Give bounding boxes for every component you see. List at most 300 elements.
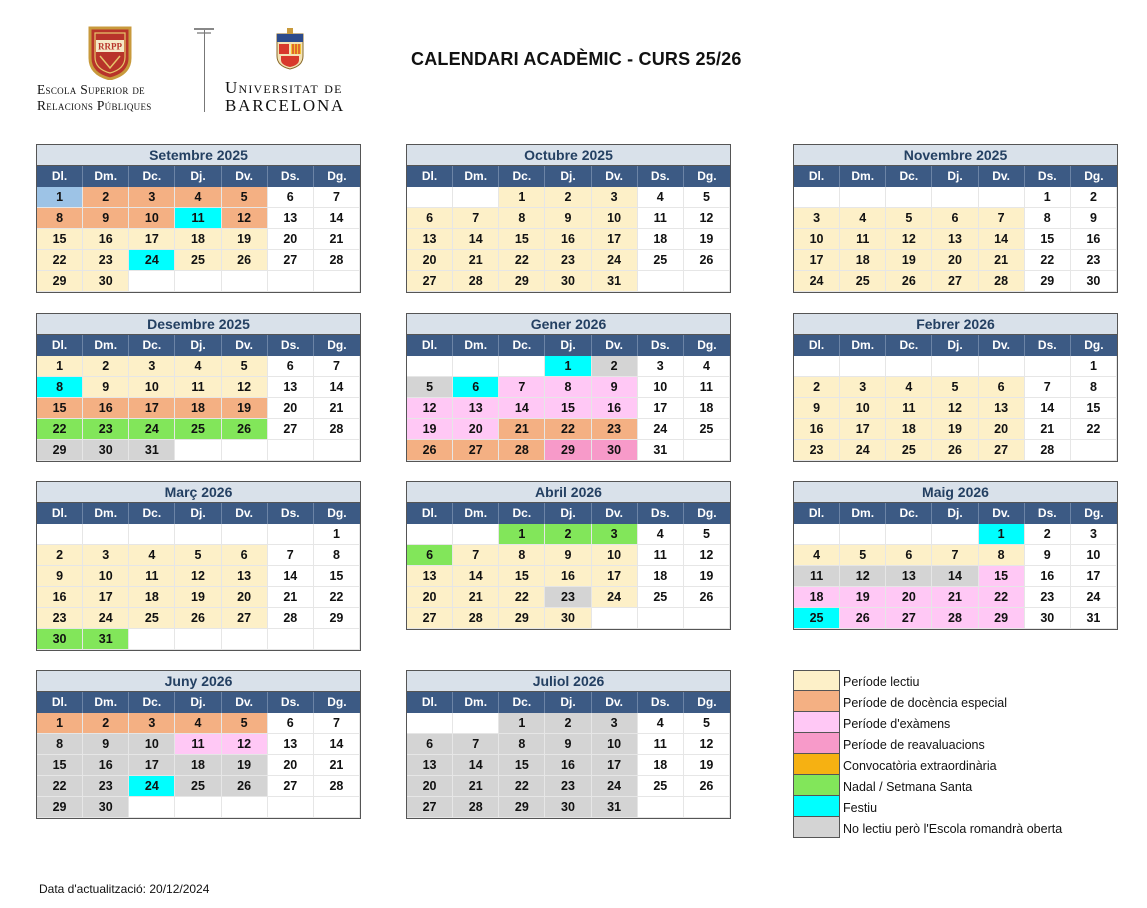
legend [793,670,1093,838]
day-cell: 6 [268,713,314,734]
day-cell: 13 [268,208,314,229]
weekday-label: Dg. [697,338,717,352]
day-cell: 1 [37,713,83,734]
day-cell: 8 [545,377,591,398]
legend-swatch [793,691,840,712]
day-cell: 24 [638,419,684,440]
day-cell: 17 [129,755,175,776]
day-cell: 16 [592,398,638,419]
empty-cell [1025,356,1071,377]
day-cell: 25 [175,419,221,440]
day-cell: 12 [407,398,453,419]
empty-cell [684,608,730,629]
day-cell: 7 [932,545,978,566]
day-cell: 31 [592,797,638,818]
day-cell: 28 [499,440,545,461]
ub-name-line2: BARCELONA [225,96,346,115]
calendar-maig-2026 [793,481,1118,630]
day-cell: 22 [1071,419,1117,440]
empty-cell [268,271,314,292]
day-cell: 27 [932,271,978,292]
weekday-label: Dj. [545,692,591,713]
month-title: Febrer 2026 [794,314,1117,335]
day-cell: 8 [1071,377,1117,398]
day-cell: 27 [407,608,453,629]
day-cell: 15 [499,755,545,776]
empty-cell [638,608,684,629]
weekday-label: Ds. [268,166,314,187]
weekday-header [37,692,360,713]
legend-swatch [793,817,840,838]
day-cell: 15 [499,229,545,250]
empty-cell [222,524,268,545]
empty-cell [407,356,453,377]
day-cell: 9 [83,377,129,398]
day-cell: 4 [175,356,221,377]
day-cell: 26 [886,271,932,292]
day-cell: 20 [268,755,314,776]
day-cell: 18 [840,250,886,271]
day-cell: 19 [684,566,730,587]
legend-swatch [793,796,840,817]
day-cell: 4 [638,524,684,545]
day-cell: 26 [222,250,268,271]
weekday-label: Dv. [222,503,268,524]
legend-label: Convocatòria extraordinària [843,759,997,773]
legend-item-nolectiu [793,817,1093,838]
day-cell: 7 [979,208,1025,229]
day-cell: 5 [684,187,730,208]
empty-cell [794,187,840,208]
day-cell: 11 [175,208,221,229]
day-cell: 27 [268,250,314,271]
day-cell: 3 [638,356,684,377]
calendar-gener-2026 [406,313,731,462]
day-cell: 13 [407,229,453,250]
day-cell: 8 [37,377,83,398]
month-title: Octubre 2025 [407,145,730,166]
day-cell: 13 [407,755,453,776]
weekday-label: Dl. [37,335,83,356]
weekday-label: Dv. [979,335,1025,356]
calendar-juliol-2026 [406,670,731,819]
weekday-label: Dl. [37,503,83,524]
day-cell: 27 [268,419,314,440]
empty-cell [129,524,175,545]
weekday-header [37,335,360,356]
day-cell: 28 [1025,440,1071,461]
day-cell: 1 [979,524,1025,545]
calendar-octubre-2025 [406,144,731,293]
day-cell: 15 [37,755,83,776]
day-cell: 21 [314,755,360,776]
day-cell: 25 [886,440,932,461]
day-cell: 5 [222,187,268,208]
day-cell: 17 [794,250,840,271]
empty-cell [407,524,453,545]
day-cell: 2 [545,524,591,545]
day-cell: 15 [37,229,83,250]
empty-cell [222,271,268,292]
day-cell: 3 [840,377,886,398]
rrpp-crest-icon [84,24,136,80]
day-cell: 10 [83,566,129,587]
empty-cell [1071,440,1117,461]
day-cell: 13 [268,377,314,398]
day-cell: 24 [129,419,175,440]
weekday-label: Dj. [175,166,221,187]
day-cell: 1 [1025,187,1071,208]
day-cell: 29 [545,440,591,461]
empty-cell [886,524,932,545]
day-cell: 28 [453,271,499,292]
legend-swatch [793,670,840,691]
day-cell: 25 [175,776,221,797]
day-cell: 2 [592,356,638,377]
day-cell: 1 [37,356,83,377]
day-cell: 16 [545,755,591,776]
weekday-label: Dc. [499,335,545,356]
day-cell: 12 [684,545,730,566]
legend-item-examens [793,712,1093,733]
day-cell: 4 [175,713,221,734]
day-cell: 11 [638,208,684,229]
weekday-label: Dm. [83,503,129,524]
day-cell: 10 [129,734,175,755]
ub-crest-icon [274,28,306,70]
day-cell: 25 [638,776,684,797]
weekday-label: Dc. [129,692,175,713]
calendar-desembre-2025 [36,313,361,462]
empty-cell [932,187,978,208]
empty-cell [684,440,730,461]
day-grid [407,187,730,292]
rrpp-crest-text: RRPP [98,41,122,52]
empty-cell [840,356,886,377]
day-cell: 19 [684,229,730,250]
day-cell: 21 [932,587,978,608]
weekday-label: Ds. [1025,166,1071,187]
day-grid [407,356,730,461]
day-cell: 4 [638,713,684,734]
day-cell: 29 [37,271,83,292]
day-cell: 17 [129,398,175,419]
day-cell: 7 [268,545,314,566]
day-cell: 14 [1025,398,1071,419]
day-cell: 23 [545,776,591,797]
day-cell: 23 [794,440,840,461]
empty-cell [840,187,886,208]
day-cell: 2 [1071,187,1117,208]
legend-item-docencia [793,691,1093,712]
day-cell: 23 [83,776,129,797]
day-cell: 29 [499,797,545,818]
day-cell: 11 [886,398,932,419]
day-cell: 27 [407,797,453,818]
ub-logo [222,26,362,116]
calendar-setembre-2025 [36,144,361,293]
day-cell: 24 [592,250,638,271]
day-cell: 16 [83,229,129,250]
day-cell: 8 [979,545,1025,566]
weekday-label: Dm. [83,335,129,356]
day-cell: 25 [638,250,684,271]
empty-cell [175,629,221,650]
day-cell: 14 [314,208,360,229]
day-cell: 20 [886,587,932,608]
calendar-abril-2026 [406,481,731,630]
day-cell: 27 [979,440,1025,461]
weekday-label: Dg. [697,695,717,709]
day-cell: 11 [129,566,175,587]
empty-cell [175,440,221,461]
day-cell: 18 [175,398,221,419]
day-cell: 15 [314,566,360,587]
weekday-label: Dl. [794,166,840,187]
day-cell: 5 [222,713,268,734]
day-cell: 17 [840,419,886,440]
day-cell: 11 [684,377,730,398]
day-cell: 19 [175,587,221,608]
day-cell: 29 [1025,271,1071,292]
empty-cell [314,797,360,818]
legend-item-lectiu [793,670,1093,691]
day-cell: 12 [886,229,932,250]
day-cell: 1 [499,713,545,734]
day-cell: 16 [1025,566,1071,587]
day-cell: 26 [684,776,730,797]
weekday-label: Dv. [592,335,638,356]
weekday-label: Dm. [840,166,886,187]
day-cell: 22 [499,776,545,797]
day-cell: 23 [545,250,591,271]
legend-item-festiu [793,796,1093,817]
day-cell: 4 [129,545,175,566]
update-date: Data d'actualització: 20/12/2024 [39,882,210,896]
weekday-label: Dm. [840,503,886,524]
day-cell: 6 [979,377,1025,398]
ub-name-line1: Universitat de [225,78,343,97]
day-cell: 30 [545,608,591,629]
weekday-label: Dg. [327,506,347,520]
empty-cell [638,271,684,292]
day-cell: 2 [545,187,591,208]
month-title: Juny 2026 [37,671,360,692]
day-cell: 14 [499,398,545,419]
day-cell: 10 [794,229,840,250]
empty-cell [83,524,129,545]
day-cell: 17 [83,587,129,608]
day-cell: 3 [794,208,840,229]
day-cell: 12 [684,208,730,229]
month-title: Juliol 2026 [407,671,730,692]
legend-label: Nadal / Setmana Santa [843,780,973,794]
weekday-label: Dl. [37,166,83,187]
day-cell: 5 [932,377,978,398]
month-title: Gener 2026 [407,314,730,335]
day-cell: 8 [314,545,360,566]
weekday-label: Dj. [545,503,591,524]
weekday-header [37,166,360,187]
day-cell: 8 [499,734,545,755]
day-cell: 1 [499,524,545,545]
day-cell: 5 [886,208,932,229]
day-cell: 29 [314,608,360,629]
day-cell: 18 [175,755,221,776]
day-cell: 23 [545,587,591,608]
legend-label: Període d'exàmens [843,717,951,731]
empty-cell [175,524,221,545]
day-cell: 27 [222,608,268,629]
day-cell: 5 [222,356,268,377]
day-cell: 19 [886,250,932,271]
day-cell: 10 [129,377,175,398]
day-cell: 27 [886,608,932,629]
day-cell: 24 [794,271,840,292]
empty-cell [794,524,840,545]
weekday-header [407,335,730,356]
day-cell: 16 [37,587,83,608]
day-cell: 24 [1071,587,1117,608]
day-cell: 24 [840,440,886,461]
weekday-label: Dv. [222,166,268,187]
empty-cell [268,797,314,818]
day-cell: 25 [794,608,840,629]
day-cell: 26 [407,440,453,461]
day-cell: 21 [314,398,360,419]
day-cell: 18 [794,587,840,608]
legend-label: No lectiu però l'Escola romandrà oberta [843,822,1063,836]
weekday-label: Dj. [175,692,221,713]
weekday-label: Dl. [407,335,453,356]
day-cell: 11 [840,229,886,250]
weekday-label: Ds. [268,335,314,356]
weekday-header [794,335,1117,356]
empty-cell [979,187,1025,208]
day-cell: 30 [83,440,129,461]
day-cell: 8 [499,208,545,229]
day-cell: 20 [407,587,453,608]
day-cell: 19 [840,587,886,608]
day-cell: 28 [932,608,978,629]
day-cell: 8 [1025,208,1071,229]
day-cell: 26 [222,419,268,440]
weekday-header [407,692,730,713]
day-cell: 8 [37,734,83,755]
day-cell: 29 [37,797,83,818]
day-cell: 19 [222,229,268,250]
day-cell: 15 [1071,398,1117,419]
weekday-label: Dc. [886,335,932,356]
day-cell: 10 [638,377,684,398]
rrpp-name-line1: Escola Superior de [37,82,145,97]
weekday-label: Dj. [932,503,978,524]
calendar-marc-2026 [36,481,361,651]
empty-cell [453,524,499,545]
day-cell: 26 [222,776,268,797]
day-cell: 2 [794,377,840,398]
weekday-label: Dg. [697,169,717,183]
day-cell: 28 [314,419,360,440]
weekday-label: Dg. [697,506,717,520]
day-cell: 6 [453,377,499,398]
day-cell: 21 [1025,419,1071,440]
day-cell: 16 [83,755,129,776]
empty-cell [638,797,684,818]
weekday-label: Dm. [840,335,886,356]
day-cell: 16 [794,419,840,440]
weekday-label: Dc. [886,166,932,187]
day-cell: 21 [314,229,360,250]
day-cell: 13 [932,229,978,250]
day-cell: 9 [592,377,638,398]
day-cell: 3 [592,187,638,208]
day-cell: 20 [979,419,1025,440]
day-cell: 15 [37,398,83,419]
weekday-label: Dc. [499,692,545,713]
legend-swatch [793,712,840,733]
day-cell: 31 [129,440,175,461]
day-cell: 3 [129,356,175,377]
day-cell: 18 [638,566,684,587]
day-cell: 5 [840,545,886,566]
day-cell: 7 [314,187,360,208]
day-cell: 23 [83,419,129,440]
day-cell: 3 [592,713,638,734]
day-cell: 15 [1025,229,1071,250]
day-cell: 13 [268,734,314,755]
empty-cell [175,271,221,292]
day-cell: 1 [545,356,591,377]
day-cell: 14 [453,566,499,587]
day-cell: 20 [407,776,453,797]
empty-cell [129,271,175,292]
day-cell: 4 [175,187,221,208]
empty-cell [453,187,499,208]
day-cell: 28 [453,797,499,818]
month-title: Març 2026 [37,482,360,503]
weekday-label: Dl. [407,503,453,524]
day-cell: 4 [840,208,886,229]
empty-cell [175,797,221,818]
day-cell: 19 [684,755,730,776]
weekday-label: Dg. [1084,338,1104,352]
weekday-label: Dv. [222,692,268,713]
day-cell: 4 [684,356,730,377]
day-cell: 20 [407,250,453,271]
day-cell: 3 [129,713,175,734]
empty-cell [268,440,314,461]
day-cell: 7 [453,545,499,566]
day-cell: 11 [175,734,221,755]
day-cell: 29 [499,271,545,292]
logo-divider [204,30,205,112]
day-cell: 14 [314,734,360,755]
day-cell: 28 [314,250,360,271]
day-cell: 24 [592,587,638,608]
day-cell: 4 [886,377,932,398]
day-cell: 9 [1071,208,1117,229]
weekday-label: Dj. [932,335,978,356]
day-cell: 3 [129,187,175,208]
weekday-label: Dg. [327,695,347,709]
day-cell: 9 [37,566,83,587]
day-cell: 5 [175,545,221,566]
day-cell: 7 [314,356,360,377]
weekday-label: Dj. [545,335,591,356]
day-cell: 6 [268,356,314,377]
day-cell: 20 [222,587,268,608]
